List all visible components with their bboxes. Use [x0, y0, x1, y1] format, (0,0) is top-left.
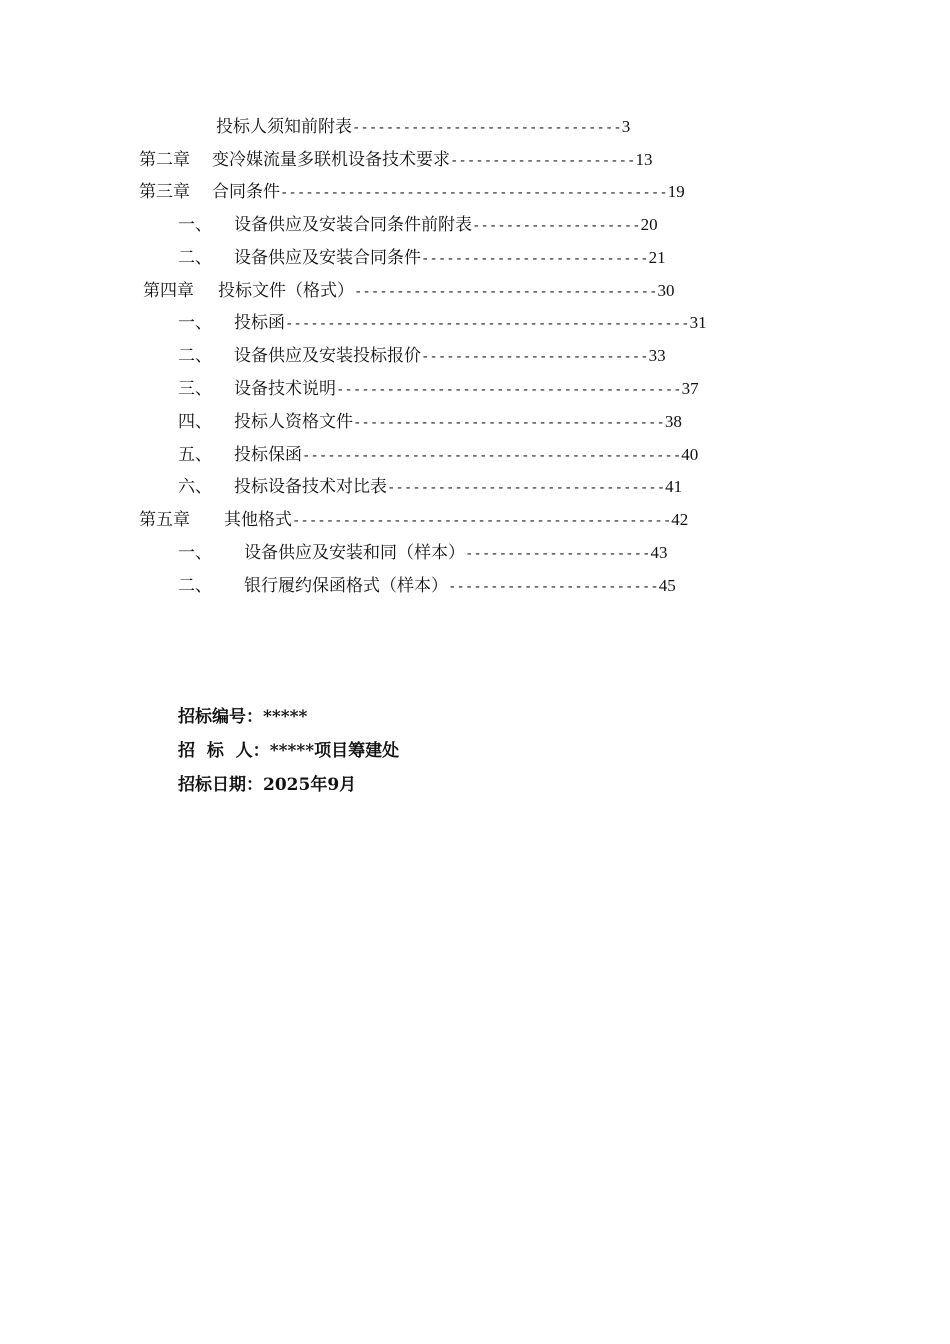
toc-leader: --------------------------------------------- [302, 448, 682, 464]
toc-entry-13[interactable] [139, 509, 688, 532]
toc-entry-1[interactable] [216, 116, 630, 139]
toc-title: 设备技术说明 [234, 379, 336, 399]
toc-title: 投标人须知前附表 [216, 117, 352, 137]
toc-page: 13 [635, 150, 653, 169]
tender-date-value: 2025年9月 [263, 775, 357, 795]
toc-page: 31 [689, 313, 707, 332]
toc-entry-10[interactable] [178, 411, 682, 434]
toc-prefix: 三、 [178, 379, 212, 399]
toc-entry-7[interactable] [178, 312, 707, 335]
toc-page: 43 [650, 543, 668, 562]
toc-title: 投标设备技术对比表 [234, 477, 387, 497]
toc-entry-3[interactable] [139, 181, 685, 204]
tender-date-label: 招标日期： [178, 775, 263, 795]
toc-prefix: 六、 [178, 477, 212, 497]
toc-title: 投标函 [234, 313, 285, 333]
toc-prefix: 第四章 [143, 281, 194, 301]
toc-leader: ---------------------- [450, 153, 636, 169]
toc-prefix: 第五章 [139, 510, 190, 530]
toc-entry-4[interactable] [178, 214, 658, 237]
toc-entry-9[interactable] [178, 378, 699, 401]
toc-leader: --------------------------- [421, 251, 649, 267]
tenderer-label: 招 标 人： [178, 741, 270, 761]
bid-number-value: ***** [263, 707, 308, 727]
toc-title: 设备供应及安装投标报价 [234, 346, 421, 366]
tenderer-value: *****项目筹建处 [269, 741, 400, 761]
toc-entry-12[interactable] [178, 476, 682, 499]
toc-leader: ---------------------------------------------- [280, 185, 668, 201]
toc-leader: --------------------------- [421, 349, 649, 365]
toc-prefix: 第三章 [139, 182, 190, 202]
toc-entry-5[interactable] [178, 247, 666, 270]
toc-prefix: 二、 [178, 248, 212, 268]
toc-page: 38 [664, 412, 682, 431]
toc-page: 30 [657, 281, 675, 300]
toc-prefix: 一、 [178, 313, 212, 333]
toc-title: 设备供应及安装合同条件 [234, 248, 421, 268]
toc-prefix: 第二章 [139, 150, 190, 170]
toc-leader: ---------------------- [465, 546, 651, 562]
toc-page: 37 [681, 379, 699, 398]
toc-title: 银行履约保函格式（样本） [244, 576, 448, 596]
toc-prefix: 二、 [178, 346, 212, 366]
toc-title: 设备供应及安装和同（样本） [244, 543, 465, 563]
toc-leader: --------------------------------------------- [292, 513, 672, 529]
toc-page: 41 [665, 477, 683, 496]
toc-entry-2[interactable] [139, 149, 652, 172]
toc-entry-11[interactable] [178, 444, 698, 467]
tenderer-line [178, 739, 399, 763]
toc-leader: -------------------- [472, 218, 641, 234]
toc-prefix: 二、 [178, 576, 212, 596]
toc-page: 45 [658, 576, 676, 595]
toc-entry-6[interactable] [143, 280, 674, 303]
toc-title: 投标人资格文件 [234, 412, 353, 432]
toc-entry-15[interactable] [178, 575, 676, 598]
toc-page: 21 [648, 248, 666, 267]
toc-page: 19 [667, 182, 685, 201]
toc-leader: ----------------------------------------- [336, 382, 682, 398]
toc-page: 20 [640, 215, 658, 234]
toc-page: 42 [671, 510, 689, 529]
toc-title: 变冷媒流量多联机设备技术要求 [212, 150, 450, 170]
bid-number-line [178, 705, 307, 729]
toc-leader: --------------------------------- [387, 480, 666, 496]
toc-entry-8[interactable] [178, 345, 666, 368]
toc-page: 40 [681, 445, 699, 464]
toc-leader: ------------------------------------------------ [285, 316, 690, 332]
toc-page: 33 [648, 346, 666, 365]
toc-leader: -------------------------------- [352, 120, 622, 136]
toc-leader: ------------------------------------ [354, 284, 658, 300]
toc-entry-14[interactable] [178, 542, 667, 565]
toc-leader: ------------------------------------- [353, 415, 665, 431]
toc-title: 其他格式 [224, 510, 292, 530]
toc-title: 投标保函 [234, 445, 302, 465]
toc-title: 投标文件（格式） [218, 281, 354, 301]
toc-prefix: 一、 [178, 543, 212, 563]
bid-number-label: 招标编号： [178, 707, 263, 727]
toc-title: 合同条件 [212, 182, 280, 202]
tender-date-line [178, 773, 356, 797]
toc-prefix: 五、 [178, 445, 212, 465]
toc-title: 设备供应及安装合同条件前附表 [234, 215, 472, 235]
toc-page: 3 [621, 117, 631, 136]
toc-leader: ------------------------- [448, 579, 659, 595]
toc-prefix: 一、 [178, 215, 212, 235]
toc-prefix: 四、 [178, 412, 212, 432]
